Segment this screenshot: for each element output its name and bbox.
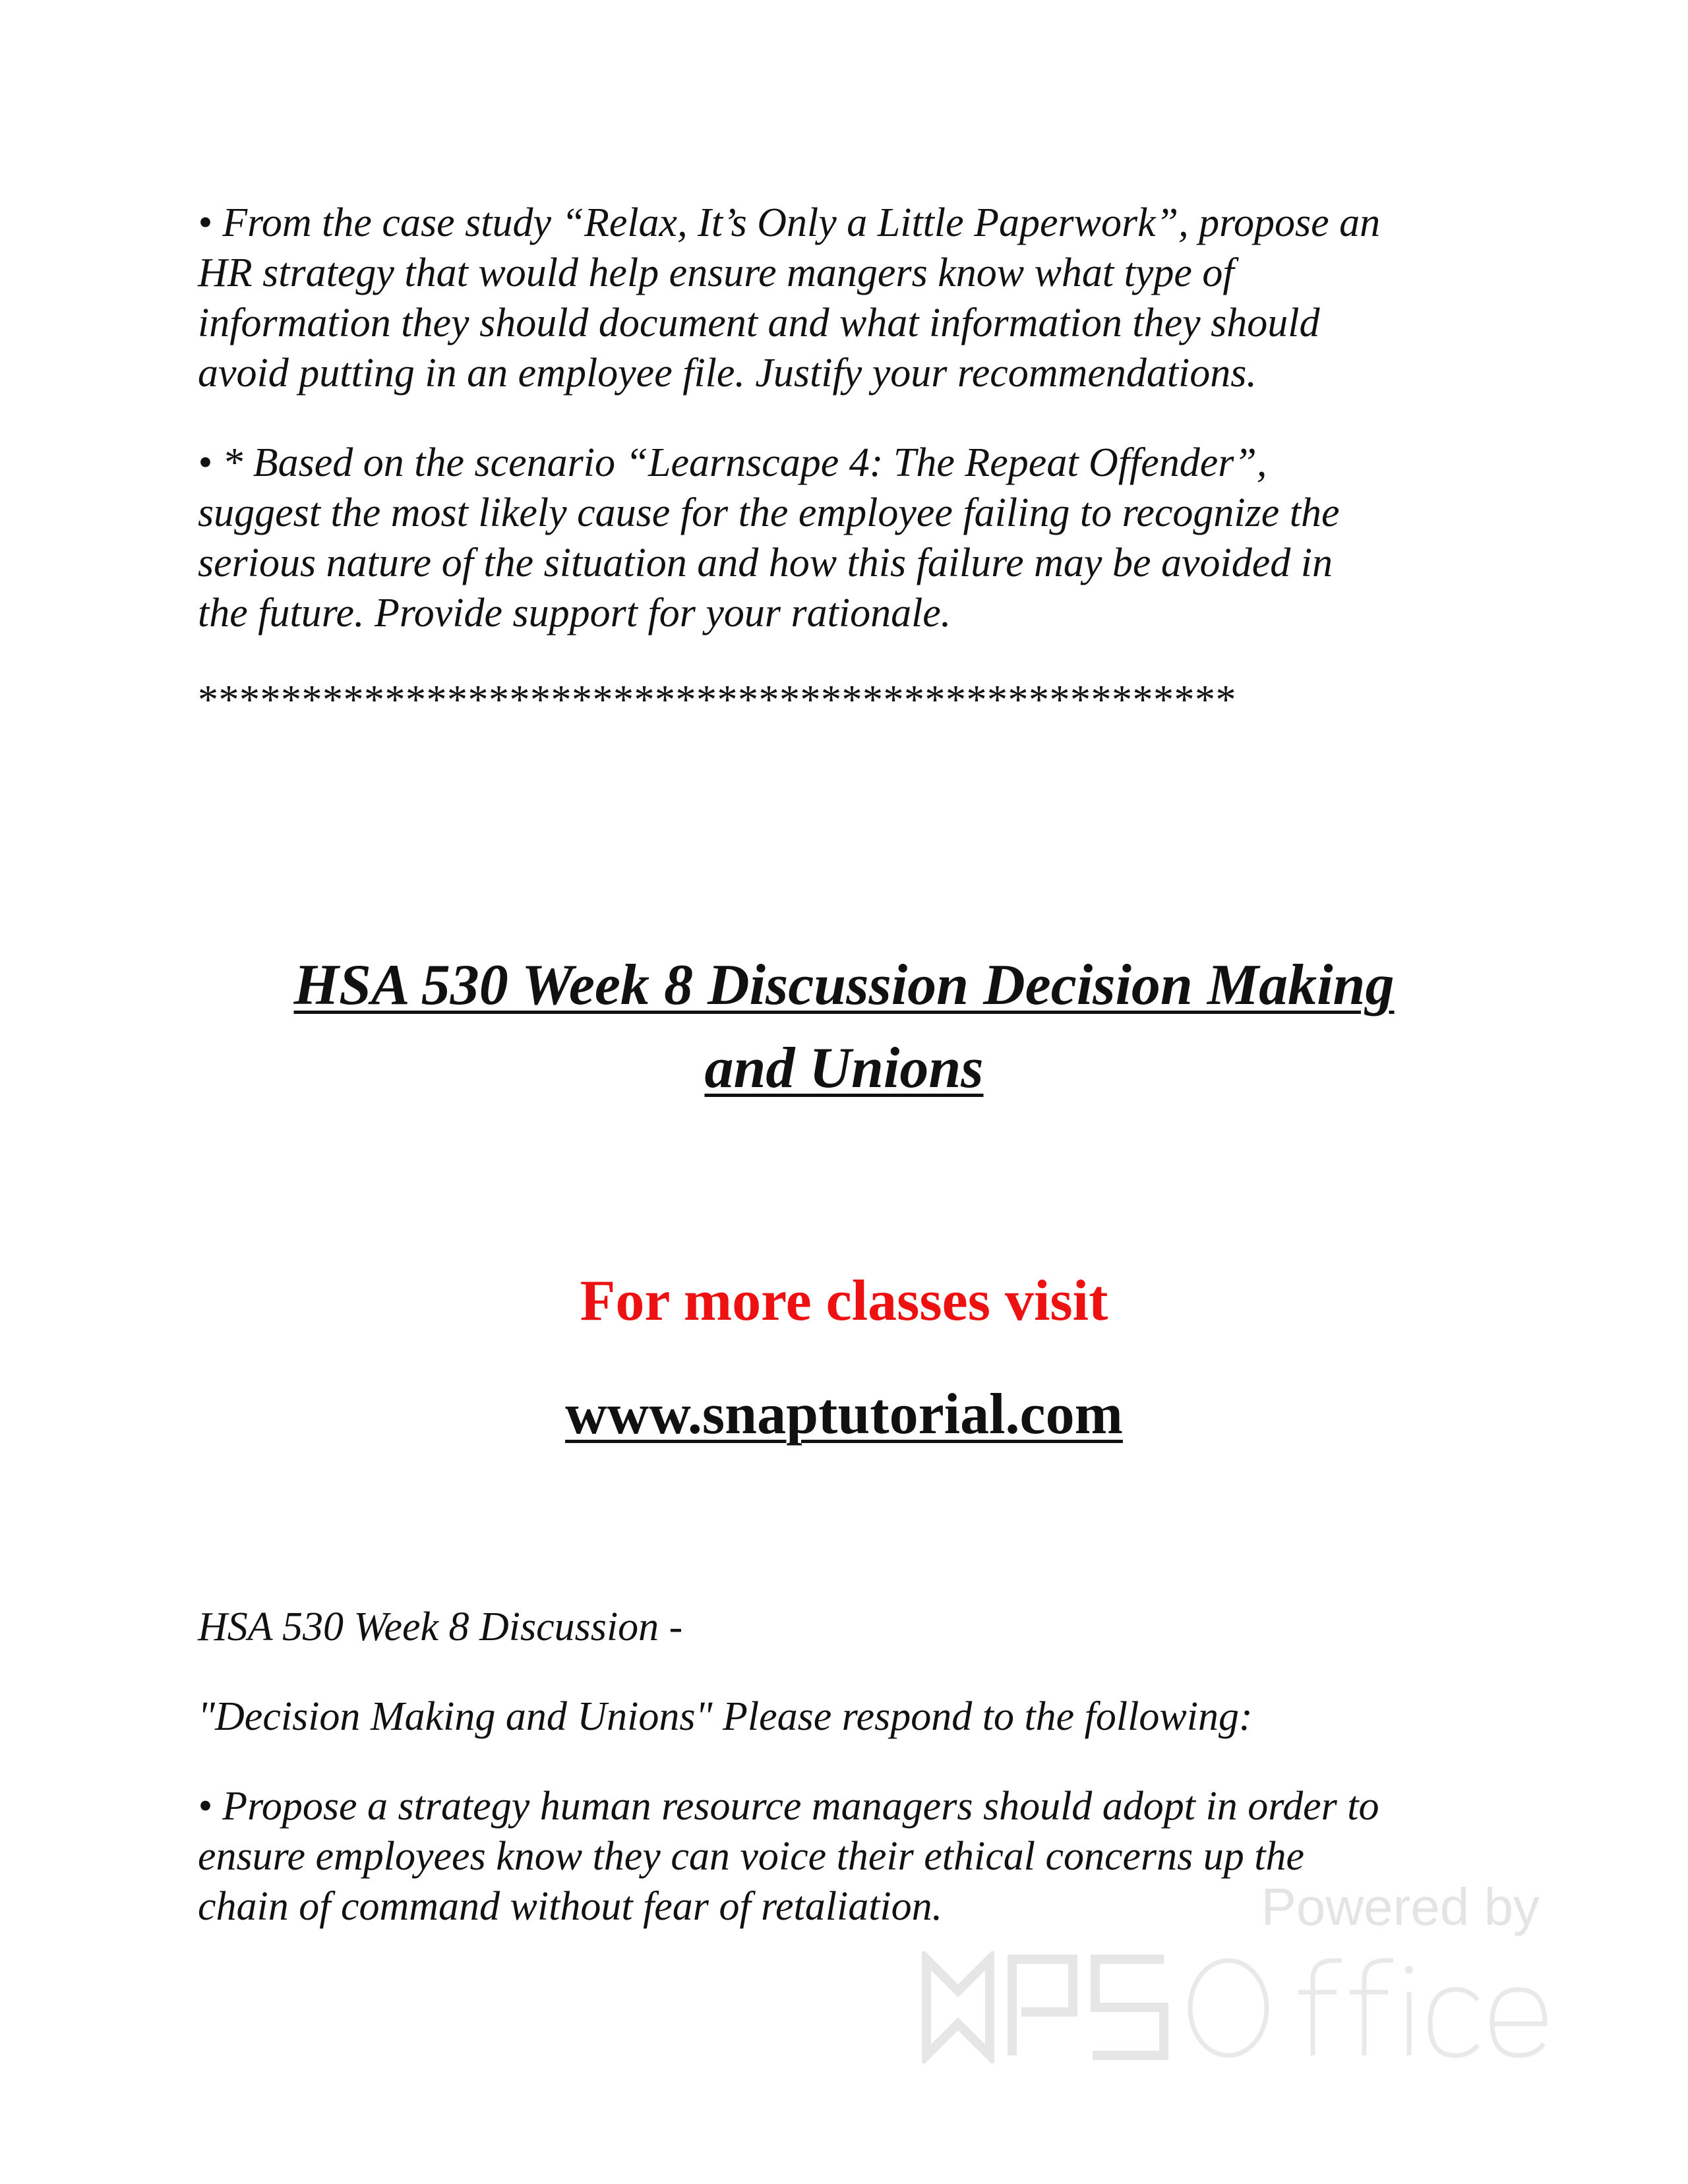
powered-by-text: Powered by — [1261, 1877, 1540, 1936]
title-line: HSA 530 Week 8 Discussion Decision Making — [293, 953, 1395, 1017]
wps-office-logo-icon — [920, 1951, 1553, 2063]
text-line: suggest the most likely cause for the employee failing to recognize the — [198, 490, 1340, 535]
text-line: • * Based on the scenario “Learnscape 4: The Repeat Offender”, — [198, 440, 1267, 485]
text-line: avoid putting in an employee file. Justify your recommendations. — [198, 351, 1257, 396]
text-line: chain of command without fear of retaliation. — [198, 1884, 943, 1929]
paragraph-case-study-question — [198, 198, 1517, 398]
text-line: • Propose a strategy human resource managers should adopt in order to — [198, 1784, 1379, 1829]
asterisk-separator: ************************************************** — [198, 678, 1236, 723]
website-link-container — [0, 1382, 1688, 1448]
text-line: the future. Provide support for your rationale. — [198, 591, 951, 635]
paragraph-strategy-question — [198, 1781, 1517, 1932]
text-line: ensure employees know they can voice their ethical concerns up the — [198, 1834, 1304, 1879]
website-link[interactable]: www.snaptutorial.com — [565, 1382, 1123, 1446]
discussion-label: HSA 530 Week 8 Discussion - — [198, 1605, 683, 1649]
page-title — [0, 944, 1688, 1110]
paragraph-scenario-question — [198, 438, 1517, 638]
discussion-prompt: "Decision Making and Unions" Please respond to the following: — [198, 1694, 1253, 1739]
promo-text: For more classes visit — [580, 1269, 1108, 1333]
text-line: serious nature of the situation and how this failure may be avoided in — [198, 541, 1333, 585]
title-line: and Unions — [704, 1036, 984, 1100]
text-line: HR strategy that would help ensure mangers know what type of — [198, 251, 1234, 295]
text-line: information they should document and what information they should — [198, 301, 1320, 345]
text-line: • From the case study “Relax, It’s Only a Little Paperwork”, propose an — [198, 200, 1381, 245]
